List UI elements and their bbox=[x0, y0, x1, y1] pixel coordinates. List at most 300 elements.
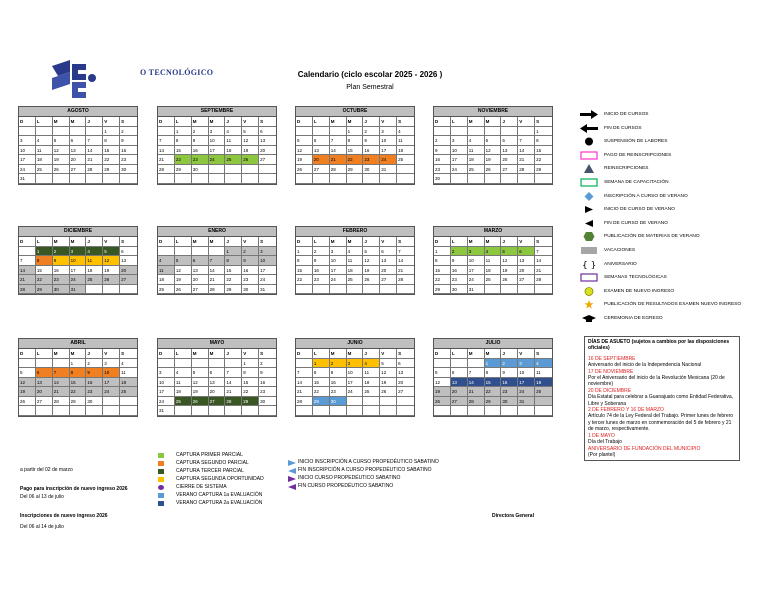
day-header: S bbox=[120, 349, 137, 359]
day-cell: 2 bbox=[86, 359, 103, 369]
day-cell: 7 bbox=[86, 136, 103, 146]
day-cell: 27 bbox=[313, 165, 330, 175]
day-cell: 21 bbox=[53, 387, 70, 397]
day-cell: 17 bbox=[468, 266, 485, 276]
day-cell: 11 bbox=[225, 136, 242, 146]
day-cell bbox=[103, 397, 120, 407]
day-cell: 14 bbox=[535, 256, 552, 266]
day-cell bbox=[363, 397, 380, 407]
month-calendar-2 bbox=[295, 106, 415, 185]
day-cell: 10 bbox=[330, 256, 347, 266]
month-calendar-1 bbox=[157, 106, 277, 185]
day-cell: 11 bbox=[158, 266, 175, 276]
day-cell: 19 bbox=[53, 155, 70, 165]
day-header: L bbox=[175, 237, 192, 247]
day-cell: 11 bbox=[485, 256, 502, 266]
day-cell: 19 bbox=[103, 266, 120, 276]
holiday-text: Día Estatal para celebrar a Guanajuato como Entidad Federativa, Libre y Soberana bbox=[588, 394, 734, 407]
day-cell bbox=[397, 397, 414, 407]
day-cell: 29 bbox=[225, 285, 242, 295]
day-cell: 8 bbox=[347, 136, 364, 146]
day-cell: 24 bbox=[103, 387, 120, 397]
day-header: J bbox=[225, 237, 242, 247]
day-cell: 5 bbox=[53, 136, 70, 146]
day-cell: 22 bbox=[36, 275, 53, 285]
day-cell bbox=[330, 285, 347, 295]
day-cell: 2 bbox=[259, 359, 276, 369]
month-calendar-8 bbox=[18, 338, 138, 417]
gray-box-icon bbox=[580, 246, 598, 255]
day-header: J bbox=[501, 117, 518, 127]
day-header: D bbox=[158, 349, 175, 359]
day-header: V bbox=[103, 117, 120, 127]
day-cell: 4 bbox=[36, 136, 53, 146]
day-header: D bbox=[296, 349, 313, 359]
month-name: MAYO bbox=[158, 339, 276, 349]
day-cell: 29 bbox=[313, 397, 330, 407]
day-cell: 5 bbox=[296, 136, 313, 146]
day-cell: 15 bbox=[296, 266, 313, 276]
day-cell bbox=[347, 174, 364, 184]
sabatino-legend-item: INICIO INSCRIPCIÓN A CURSO PROPEDÉUTICO SABATINO bbox=[288, 458, 468, 466]
day-cell: 9 bbox=[120, 136, 137, 146]
day-cell: 21 bbox=[19, 275, 36, 285]
month-name: JULIO bbox=[434, 339, 552, 349]
day-cell: 3 bbox=[468, 247, 485, 257]
day-cell bbox=[86, 285, 103, 295]
day-cell: 19 bbox=[19, 387, 36, 397]
day-cell bbox=[120, 397, 137, 407]
day-cell: 5 bbox=[192, 368, 209, 378]
day-cell: 16 bbox=[501, 378, 518, 388]
day-cell: 29 bbox=[535, 165, 552, 175]
day-cell: 25 bbox=[485, 275, 502, 285]
day-cell: 23 bbox=[242, 275, 259, 285]
day-cell: 17 bbox=[158, 387, 175, 397]
day-header: M bbox=[192, 349, 209, 359]
day-cell: 21 bbox=[225, 387, 242, 397]
day-cell: 30 bbox=[53, 285, 70, 295]
purple-box-icon bbox=[580, 273, 598, 282]
month-name: ABRIL bbox=[19, 339, 137, 349]
day-cell bbox=[518, 174, 535, 184]
day-cell: 6 bbox=[209, 368, 226, 378]
day-cell: 23 bbox=[86, 387, 103, 397]
holiday-text: Artículo 74 de la Ley Federal del Trabajo. Primer lunes de febrero y tercer lunes de marzo en conmemoración del 5 de febrero y 21 de marzo, respectivamente. bbox=[588, 413, 734, 433]
day-cell: 20 bbox=[501, 155, 518, 165]
day-cell bbox=[19, 127, 36, 137]
day-cell: 4 bbox=[175, 368, 192, 378]
day-header: S bbox=[259, 349, 276, 359]
day-cell: 28 bbox=[53, 397, 70, 407]
day-cell: 17 bbox=[103, 378, 120, 388]
day-cell: 9 bbox=[330, 368, 347, 378]
day-header: L bbox=[313, 117, 330, 127]
day-cell bbox=[70, 127, 87, 137]
day-cell: 28 bbox=[19, 285, 36, 295]
day-cell: 26 bbox=[192, 397, 209, 407]
day-cell bbox=[53, 359, 70, 369]
day-cell: 7 bbox=[535, 247, 552, 257]
legend-item: PAGO DE REINSCRIPCIONES bbox=[574, 149, 754, 163]
day-cell: 22 bbox=[103, 155, 120, 165]
month-name: ENERO bbox=[158, 227, 276, 237]
arrow-left-icon bbox=[580, 124, 598, 133]
day-cell: 18 bbox=[485, 266, 502, 276]
holiday-text: Aniversario del inicio de la Independencia Nacional bbox=[588, 362, 702, 369]
day-header: J bbox=[363, 117, 380, 127]
day-cell: 28 bbox=[296, 397, 313, 407]
day-cell: 30 bbox=[259, 397, 276, 407]
day-cell: 30 bbox=[330, 397, 347, 407]
day-cell bbox=[242, 165, 259, 175]
day-cell: 2 bbox=[192, 127, 209, 137]
holiday-date: 2 DE FEBRERO Y 16 DE MARZO bbox=[588, 407, 664, 414]
day-cell: 10 bbox=[468, 256, 485, 266]
day-cell: 18 bbox=[397, 146, 414, 156]
day-cell: 15 bbox=[175, 146, 192, 156]
day-header: V bbox=[242, 117, 259, 127]
day-cell: 12 bbox=[53, 146, 70, 156]
day-cell bbox=[70, 406, 87, 416]
day-cell: 18 bbox=[120, 378, 137, 388]
day-cell bbox=[19, 359, 36, 369]
month-day-grid bbox=[434, 349, 552, 416]
month-day-grid bbox=[158, 349, 276, 416]
day-cell: 27 bbox=[209, 397, 226, 407]
day-cell bbox=[347, 406, 364, 416]
day-cell: 4 bbox=[120, 359, 137, 369]
day-cell: 16 bbox=[330, 378, 347, 388]
day-cell bbox=[501, 174, 518, 184]
day-cell: 9 bbox=[259, 368, 276, 378]
day-cell: 17 bbox=[380, 146, 397, 156]
day-cell: 9 bbox=[86, 368, 103, 378]
day-cell: 10 bbox=[518, 368, 535, 378]
day-cell: 29 bbox=[175, 165, 192, 175]
day-cell bbox=[209, 359, 226, 369]
day-cell bbox=[242, 174, 259, 184]
holiday-date: 20 DE DICIEMBRE bbox=[588, 387, 632, 394]
day-cell: 9 bbox=[53, 256, 70, 266]
day-cell: 29 bbox=[347, 165, 364, 175]
day-cell: 12 bbox=[192, 378, 209, 388]
holiday-date: 17 DE NOVIEMBRE bbox=[588, 368, 634, 375]
month-calendar-10 bbox=[295, 338, 415, 417]
day-header: M bbox=[192, 117, 209, 127]
day-header: L bbox=[175, 117, 192, 127]
legend bbox=[574, 108, 754, 326]
day-header: D bbox=[296, 237, 313, 247]
day-cell: 31 bbox=[19, 174, 36, 184]
day-cell: 16 bbox=[192, 146, 209, 156]
legend-item: CEREMONIA DE EGRESO bbox=[574, 312, 754, 326]
month-calendar-7 bbox=[433, 226, 553, 295]
day-cell: 13 bbox=[397, 368, 414, 378]
day-cell: 25 bbox=[225, 155, 242, 165]
day-cell: 9 bbox=[192, 136, 209, 146]
arrow-right-icon bbox=[580, 110, 598, 119]
month-name: SEPTIEMBRE bbox=[158, 107, 276, 117]
holiday-text: (Por plantel) bbox=[588, 451, 616, 458]
legend-item: SEMANA DE CAPACITACIÓN bbox=[574, 176, 754, 190]
day-cell: 14 bbox=[53, 378, 70, 388]
day-cell bbox=[380, 406, 397, 416]
day-cell bbox=[296, 406, 313, 416]
day-header: L bbox=[313, 349, 330, 359]
day-cell bbox=[518, 285, 535, 295]
day-cell: 21 bbox=[518, 155, 535, 165]
month-day-grid bbox=[158, 117, 276, 184]
pink-box-icon bbox=[580, 151, 598, 160]
day-header: L bbox=[36, 237, 53, 247]
capture-legend-item: VERANO CAPTURA 2a EVALUACIÓN bbox=[158, 499, 288, 507]
day-cell: 29 bbox=[36, 285, 53, 295]
capture-legend-item: CAPTURA SEGUNDO PARCIAL bbox=[158, 459, 288, 467]
day-cell: 19 bbox=[242, 146, 259, 156]
day-cell: 1 bbox=[70, 359, 87, 369]
day-cell bbox=[36, 406, 53, 416]
day-cell: 8 bbox=[225, 256, 242, 266]
day-cell: 11 bbox=[120, 368, 137, 378]
day-cell: 2 bbox=[313, 247, 330, 257]
purple-right-triangle-icon bbox=[288, 476, 296, 482]
day-cell: 11 bbox=[397, 136, 414, 146]
day-cell: 22 bbox=[485, 387, 502, 397]
day-cell bbox=[380, 397, 397, 407]
day-cell bbox=[158, 359, 175, 369]
day-cell bbox=[296, 359, 313, 369]
day-cell bbox=[103, 406, 120, 416]
graduation-cap-icon bbox=[580, 314, 598, 323]
day-header: M bbox=[347, 117, 364, 127]
day-cell: 26 bbox=[380, 387, 397, 397]
day-cell bbox=[313, 174, 330, 184]
day-header: L bbox=[175, 349, 192, 359]
day-cell: 4 bbox=[347, 247, 364, 257]
day-cell bbox=[397, 406, 414, 416]
day-cell bbox=[86, 174, 103, 184]
day-header: S bbox=[535, 117, 552, 127]
day-cell: 10 bbox=[70, 256, 87, 266]
day-cell: 19 bbox=[501, 266, 518, 276]
month-day-grid bbox=[296, 117, 414, 184]
day-cell bbox=[468, 174, 485, 184]
day-cell bbox=[313, 285, 330, 295]
inscription-title: Inscripciones de nuevo ingreso 2026 bbox=[20, 513, 108, 519]
day-cell: 5 bbox=[363, 247, 380, 257]
day-cell: 24 bbox=[380, 155, 397, 165]
day-cell bbox=[451, 127, 468, 137]
day-cell: 18 bbox=[363, 378, 380, 388]
day-cell bbox=[175, 359, 192, 369]
day-cell: 23 bbox=[434, 165, 451, 175]
day-cell: 18 bbox=[535, 378, 552, 388]
day-cell bbox=[363, 174, 380, 184]
day-cell: 2 bbox=[434, 136, 451, 146]
day-cell: 10 bbox=[347, 368, 364, 378]
day-cell: 24 bbox=[330, 275, 347, 285]
day-cell: 23 bbox=[451, 275, 468, 285]
day-cell: 5 bbox=[485, 136, 502, 146]
day-cell: 28 bbox=[397, 275, 414, 285]
day-cell: 26 bbox=[296, 165, 313, 175]
day-cell: 17 bbox=[451, 155, 468, 165]
day-cell: 25 bbox=[347, 275, 364, 285]
day-cell bbox=[103, 285, 120, 295]
day-cell: 30 bbox=[120, 165, 137, 175]
day-cell bbox=[209, 174, 226, 184]
small-left-triangle-icon bbox=[580, 219, 598, 228]
day-cell: 12 bbox=[175, 266, 192, 276]
day-cell bbox=[103, 174, 120, 184]
day-cell: 15 bbox=[242, 378, 259, 388]
day-cell: 2 bbox=[363, 127, 380, 137]
day-header: M bbox=[485, 349, 502, 359]
day-cell: 6 bbox=[397, 359, 414, 369]
day-cell: 22 bbox=[313, 387, 330, 397]
day-header: D bbox=[434, 237, 451, 247]
day-cell: 30 bbox=[86, 397, 103, 407]
day-header: J bbox=[363, 349, 380, 359]
day-cell: 13 bbox=[120, 256, 137, 266]
day-cell: 8 bbox=[296, 256, 313, 266]
day-cell: 1 bbox=[535, 127, 552, 137]
day-cell bbox=[192, 359, 209, 369]
day-cell: 19 bbox=[296, 155, 313, 165]
day-header: D bbox=[434, 349, 451, 359]
day-cell: 2 bbox=[53, 247, 70, 257]
sabatino-legend-item: FIN CURSO PROPEDÉUTICO SABATINO bbox=[288, 482, 468, 490]
day-cell: 1 bbox=[485, 359, 502, 369]
day-cell: 6 bbox=[120, 247, 137, 257]
day-cell bbox=[380, 285, 397, 295]
day-cell: 18 bbox=[347, 266, 364, 276]
day-cell: 11 bbox=[86, 256, 103, 266]
day-cell: 20 bbox=[209, 387, 226, 397]
star-icon bbox=[580, 300, 598, 309]
day-cell: 5 bbox=[242, 127, 259, 137]
day-cell bbox=[120, 285, 137, 295]
day-cell: 29 bbox=[242, 397, 259, 407]
day-cell: 26 bbox=[501, 275, 518, 285]
blue-right-triangle-icon bbox=[288, 460, 296, 466]
holiday-date: ANIVERSARIO DE FUNDACIÓN DEL MUNICIPIO bbox=[588, 445, 701, 452]
day-cell: 27 bbox=[501, 165, 518, 175]
day-cell bbox=[225, 406, 242, 416]
day-cell: 14 bbox=[296, 378, 313, 388]
day-cell: 7 bbox=[518, 136, 535, 146]
day-cell bbox=[259, 406, 276, 416]
day-cell: 10 bbox=[259, 256, 276, 266]
day-cell: 7 bbox=[397, 247, 414, 257]
day-cell: 23 bbox=[501, 387, 518, 397]
director-signature-label: Directora General bbox=[492, 513, 534, 519]
color-swatch bbox=[158, 493, 164, 498]
day-cell bbox=[397, 165, 414, 175]
day-cell: 8 bbox=[242, 368, 259, 378]
day-cell: 22 bbox=[347, 155, 364, 165]
day-cell: 21 bbox=[296, 387, 313, 397]
day-cell bbox=[434, 406, 451, 416]
day-cell: 4 bbox=[485, 247, 502, 257]
day-cell: 20 bbox=[36, 387, 53, 397]
day-cell: 7 bbox=[225, 368, 242, 378]
day-cell: 17 bbox=[19, 155, 36, 165]
day-cell: 17 bbox=[347, 378, 364, 388]
day-cell bbox=[192, 406, 209, 416]
day-cell: 11 bbox=[347, 256, 364, 266]
day-cell: 4 bbox=[397, 127, 414, 137]
month-calendar-6 bbox=[295, 226, 415, 295]
day-header: S bbox=[535, 349, 552, 359]
day-header: V bbox=[518, 349, 535, 359]
day-cell: 18 bbox=[225, 146, 242, 156]
day-cell bbox=[158, 174, 175, 184]
day-cell: 30 bbox=[242, 285, 259, 295]
day-cell: 27 bbox=[518, 275, 535, 285]
institution-name: O TECNOLÓGICO bbox=[140, 68, 214, 77]
month-day-grid bbox=[434, 237, 552, 294]
day-cell: 13 bbox=[36, 378, 53, 388]
day-cell bbox=[518, 406, 535, 416]
day-cell: 14 bbox=[209, 266, 226, 276]
day-cell: 1 bbox=[225, 247, 242, 257]
day-cell: 21 bbox=[468, 387, 485, 397]
day-cell bbox=[434, 359, 451, 369]
day-cell: 20 bbox=[451, 387, 468, 397]
day-cell: 9 bbox=[501, 368, 518, 378]
day-cell: 4 bbox=[535, 359, 552, 369]
day-cell: 19 bbox=[485, 155, 502, 165]
day-cell bbox=[468, 359, 485, 369]
sabatino-legend bbox=[288, 458, 468, 490]
day-header: S bbox=[120, 117, 137, 127]
day-cell: 27 bbox=[36, 397, 53, 407]
day-cell: 25 bbox=[175, 397, 192, 407]
day-cell bbox=[313, 127, 330, 137]
day-cell bbox=[209, 165, 226, 175]
day-cell: 29 bbox=[103, 165, 120, 175]
day-cell: 9 bbox=[313, 256, 330, 266]
day-cell: 19 bbox=[363, 266, 380, 276]
month-day-grid bbox=[434, 117, 552, 184]
day-header: M bbox=[70, 349, 87, 359]
day-cell: 21 bbox=[86, 155, 103, 165]
green-box-icon bbox=[580, 178, 598, 187]
day-cell: 28 bbox=[209, 285, 226, 295]
day-cell: 3 bbox=[259, 247, 276, 257]
day-header: M bbox=[192, 237, 209, 247]
day-cell: 27 bbox=[451, 397, 468, 407]
payment-dates: Del 06 al 13 de julio bbox=[20, 494, 64, 500]
day-cell: 25 bbox=[86, 275, 103, 285]
day-cell: 8 bbox=[434, 256, 451, 266]
page-subtitle: Plan Semestral bbox=[346, 84, 394, 91]
day-cell bbox=[363, 285, 380, 295]
day-cell: 12 bbox=[501, 256, 518, 266]
day-cell: 26 bbox=[53, 165, 70, 175]
day-cell: 16 bbox=[313, 266, 330, 276]
month-day-grid bbox=[19, 237, 137, 294]
day-cell: 19 bbox=[192, 387, 209, 397]
day-cell: 12 bbox=[434, 378, 451, 388]
day-cell: 27 bbox=[397, 387, 414, 397]
month-name: JUNIO bbox=[296, 339, 414, 349]
day-cell: 16 bbox=[242, 266, 259, 276]
day-header: M bbox=[347, 349, 364, 359]
day-cell: 20 bbox=[380, 266, 397, 276]
